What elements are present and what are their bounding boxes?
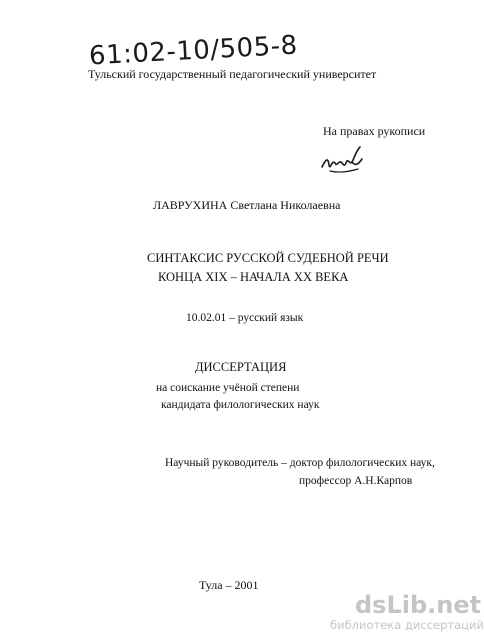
thesis-title-line-1: СИНТАКСИС РУССКОЙ СУДЕБНОЙ РЕЧИ (147, 251, 389, 265)
specialty-code: 10.02.01 – русский язык (186, 312, 304, 324)
thesis-title-line-2: КОНЦА XIX – НАЧАЛА XX ВЕКА (158, 270, 349, 284)
author-name: ЛАВРУХИНА Светлана Николаевна (153, 198, 341, 212)
advisor-line-1: Научный руководитель – доктор филологических наук, (165, 457, 435, 469)
degree-sought-line: на соискание учёной степени (156, 382, 300, 394)
rights-note: На правах рукописи (323, 124, 426, 138)
city-year: Тула – 2001 (199, 578, 259, 592)
university-name: Тульский государственный педагогический университет (88, 67, 377, 81)
handwritten-signature (320, 141, 368, 177)
advisor-line-2: профессор А.Н.Карпов (299, 475, 413, 487)
watermark-logo: dsLib.net (355, 591, 482, 619)
handwritten-catalog-number: 61:02-10/505-8 (88, 30, 299, 72)
degree-line: кандидата филологических наук (161, 399, 320, 411)
watermark-subtitle: библиотека диссертаций (330, 618, 484, 632)
document-type: ДИССЕРТАЦИЯ (195, 360, 287, 374)
